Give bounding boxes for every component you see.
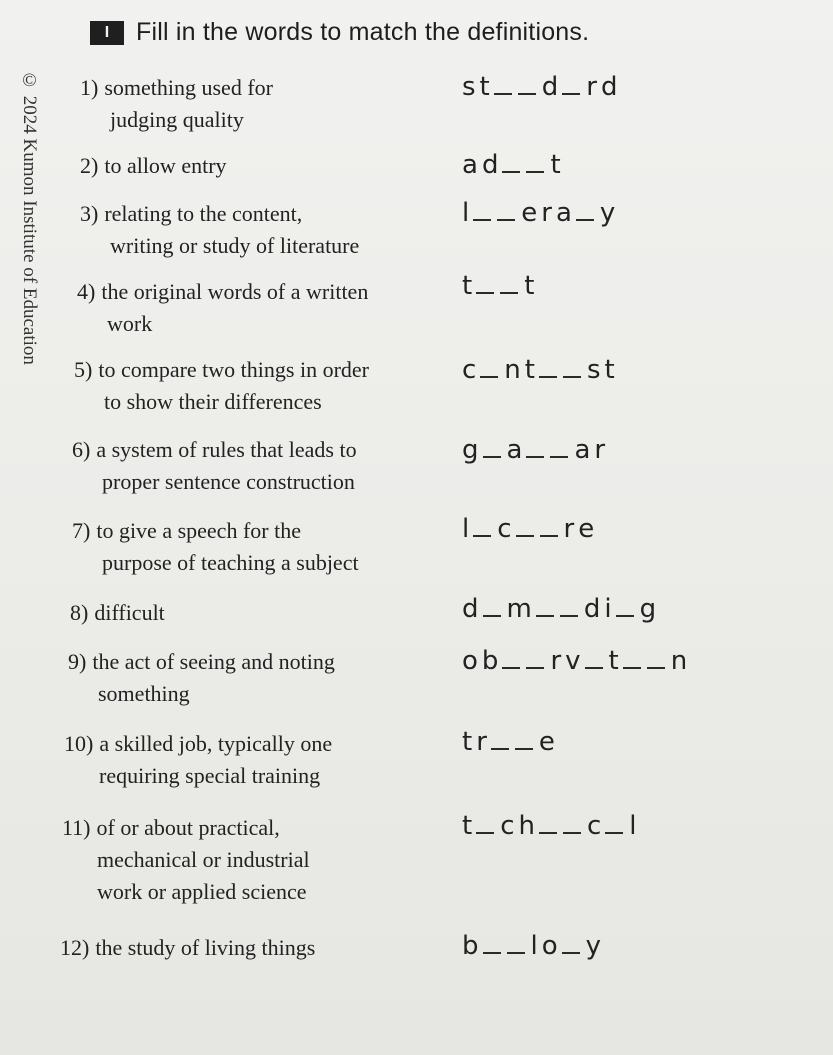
given-letter: r	[586, 72, 597, 102]
letter-blank[interactable]	[560, 593, 578, 617]
definition	[70, 597, 165, 629]
given-letter: d	[600, 72, 618, 102]
given-letter: c	[497, 514, 512, 544]
given-letter: t	[604, 355, 615, 385]
given-letter: t	[550, 150, 561, 180]
given-letter: e	[578, 514, 595, 544]
letter-blank[interactable]	[540, 513, 558, 537]
exercise-header	[90, 18, 589, 47]
given-letter: n	[670, 646, 688, 676]
given-letter: t	[608, 646, 619, 676]
given-letter: n	[504, 355, 521, 385]
letter-blank[interactable]	[539, 354, 557, 378]
given-letter: r	[563, 514, 575, 544]
definition-text: judging quality	[110, 107, 244, 132]
letter-blank[interactable]	[502, 645, 520, 669]
definition	[80, 150, 227, 182]
given-letter: a	[555, 198, 572, 228]
item-number: 1)	[80, 75, 99, 100]
letter-blank[interactable]	[536, 593, 554, 617]
definition-text: mechanical or industrial	[97, 847, 310, 872]
definition-text: to allow entry	[104, 153, 227, 178]
given-letter: l	[462, 198, 470, 228]
definition	[62, 812, 310, 908]
given-letter: r	[541, 198, 552, 228]
word-blanks	[462, 354, 619, 385]
given-letter: i	[604, 594, 612, 624]
item-number: 9)	[68, 649, 87, 674]
letter-blank[interactable]	[526, 149, 544, 173]
given-letter: t	[479, 72, 490, 102]
given-letter: r	[476, 727, 487, 757]
letter-blank[interactable]	[526, 645, 544, 669]
given-letter: c	[586, 811, 602, 841]
word-blanks	[462, 434, 609, 465]
item-number: 3)	[80, 201, 99, 226]
letter-blank[interactable]	[562, 71, 580, 95]
letter-blank[interactable]	[605, 810, 623, 834]
definition-text: work or applied science	[97, 879, 307, 904]
given-letter: b	[462, 931, 479, 961]
section-badge: I	[90, 21, 124, 45]
letter-blank[interactable]	[516, 513, 534, 537]
letter-blank[interactable]	[550, 434, 568, 458]
letter-blank[interactable]	[539, 810, 557, 834]
given-letter: t	[524, 355, 535, 385]
letter-blank[interactable]	[526, 434, 544, 458]
given-letter: r	[594, 435, 606, 465]
letter-blank[interactable]	[576, 197, 594, 221]
given-letter: s	[586, 355, 601, 385]
definition-text: requiring special training	[99, 763, 321, 788]
definition-text: to compare two things in order	[98, 357, 369, 382]
given-letter: t	[462, 727, 473, 757]
letter-blank[interactable]	[497, 197, 515, 221]
given-letter: s	[462, 72, 476, 102]
given-letter: t	[462, 811, 473, 841]
definition	[72, 434, 357, 498]
letter-blank[interactable]	[507, 930, 525, 954]
given-letter: l	[462, 514, 470, 544]
given-letter: t	[524, 271, 535, 301]
given-letter: b	[481, 646, 499, 676]
letter-blank[interactable]	[502, 149, 520, 173]
given-letter: r	[550, 646, 562, 676]
letter-blank[interactable]	[491, 726, 509, 750]
word-blanks	[462, 270, 538, 301]
letter-blank[interactable]	[483, 930, 501, 954]
word-blanks	[462, 593, 660, 624]
definition-text: to show their differences	[104, 389, 322, 414]
letter-blank[interactable]	[480, 354, 498, 378]
given-letter: t	[462, 271, 473, 301]
definition-text: the study of living things	[95, 935, 316, 960]
definition	[68, 646, 335, 710]
given-letter: o	[462, 646, 478, 676]
given-letter: d	[583, 594, 601, 624]
letter-blank[interactable]	[483, 434, 501, 458]
definition-text: a skilled job, typically one	[99, 731, 333, 756]
definition	[64, 728, 332, 792]
given-letter: c	[500, 811, 515, 841]
given-letter: a	[462, 150, 478, 180]
item-number: 7)	[72, 518, 91, 543]
given-letter: v	[565, 646, 581, 676]
definition-text: work	[107, 311, 153, 336]
given-letter: g	[639, 594, 657, 624]
letter-blank[interactable]	[518, 71, 536, 95]
letter-blank[interactable]	[563, 354, 581, 378]
definition-text: purpose of teaching a subject	[102, 550, 359, 575]
letter-blank[interactable]	[476, 270, 494, 294]
definition	[60, 932, 315, 964]
given-letter: m	[506, 594, 532, 624]
item-number: 8)	[70, 600, 89, 625]
item-number: 12)	[60, 935, 90, 960]
definition-text: proper sentence construction	[102, 469, 355, 494]
letter-blank[interactable]	[515, 726, 533, 750]
item-number: 11)	[62, 815, 91, 840]
letter-blank[interactable]	[494, 71, 512, 95]
word-blanks	[462, 930, 605, 961]
definition	[77, 276, 368, 340]
item-number: 5)	[74, 357, 93, 382]
letter-blank[interactable]	[585, 645, 603, 669]
exercise-title: Fill in the words to match the definitions.	[136, 18, 590, 46]
word-blanks	[462, 71, 621, 102]
definition-text: to give a speech for the	[96, 518, 301, 543]
definition	[80, 198, 359, 262]
letter-blank[interactable]	[500, 270, 518, 294]
definition-text: relating to the content,	[104, 201, 303, 226]
given-letter: l	[629, 811, 637, 841]
letter-blank[interactable]	[616, 593, 634, 617]
word-blanks	[462, 513, 598, 544]
letter-blank[interactable]	[562, 930, 580, 954]
definition	[74, 354, 369, 418]
letter-blank[interactable]	[473, 513, 491, 537]
given-letter: c	[462, 355, 477, 385]
given-letter: o	[541, 931, 558, 961]
definition-text: difficult	[94, 600, 165, 625]
item-number: 6)	[72, 437, 91, 462]
given-letter: e	[538, 727, 555, 757]
given-letter: y	[599, 198, 616, 228]
word-blanks	[462, 149, 565, 180]
word-blanks	[462, 645, 691, 676]
given-letter: d	[481, 150, 499, 180]
given-letter: h	[518, 811, 535, 841]
word-blanks	[462, 197, 619, 228]
copyright-notice: © 2024 Kumon Institute of Education	[19, 70, 40, 365]
letter-blank[interactable]	[473, 197, 491, 221]
definition-text: writing or study of literature	[110, 233, 360, 258]
definition-text: the act of seeing and noting	[92, 649, 335, 674]
item-number: 4)	[77, 279, 96, 304]
item-number: 2)	[80, 153, 99, 178]
definition	[80, 72, 273, 136]
definition-text: a system of rules that leads to	[96, 437, 357, 462]
given-letter: e	[521, 198, 538, 228]
given-letter: a	[506, 435, 523, 465]
given-letter: d	[462, 594, 479, 624]
definition-text: something	[98, 681, 190, 706]
letter-blank[interactable]	[647, 645, 665, 669]
given-letter: a	[574, 435, 591, 465]
definition-text: something used for	[104, 75, 273, 100]
given-letter: l	[530, 931, 538, 961]
definition-text: the original words of a written	[101, 279, 369, 304]
item-number: 10)	[64, 731, 94, 756]
letter-blank[interactable]	[563, 810, 581, 834]
given-letter: y	[585, 931, 602, 961]
given-letter: g	[462, 435, 479, 465]
definition-text: of or about practical,	[96, 815, 280, 840]
definition	[72, 515, 359, 579]
letter-blank[interactable]	[476, 810, 494, 834]
letter-blank[interactable]	[623, 645, 641, 669]
given-letter: d	[541, 72, 559, 102]
letter-blank[interactable]	[483, 593, 501, 617]
word-blanks	[462, 726, 559, 757]
word-blanks	[462, 810, 641, 841]
